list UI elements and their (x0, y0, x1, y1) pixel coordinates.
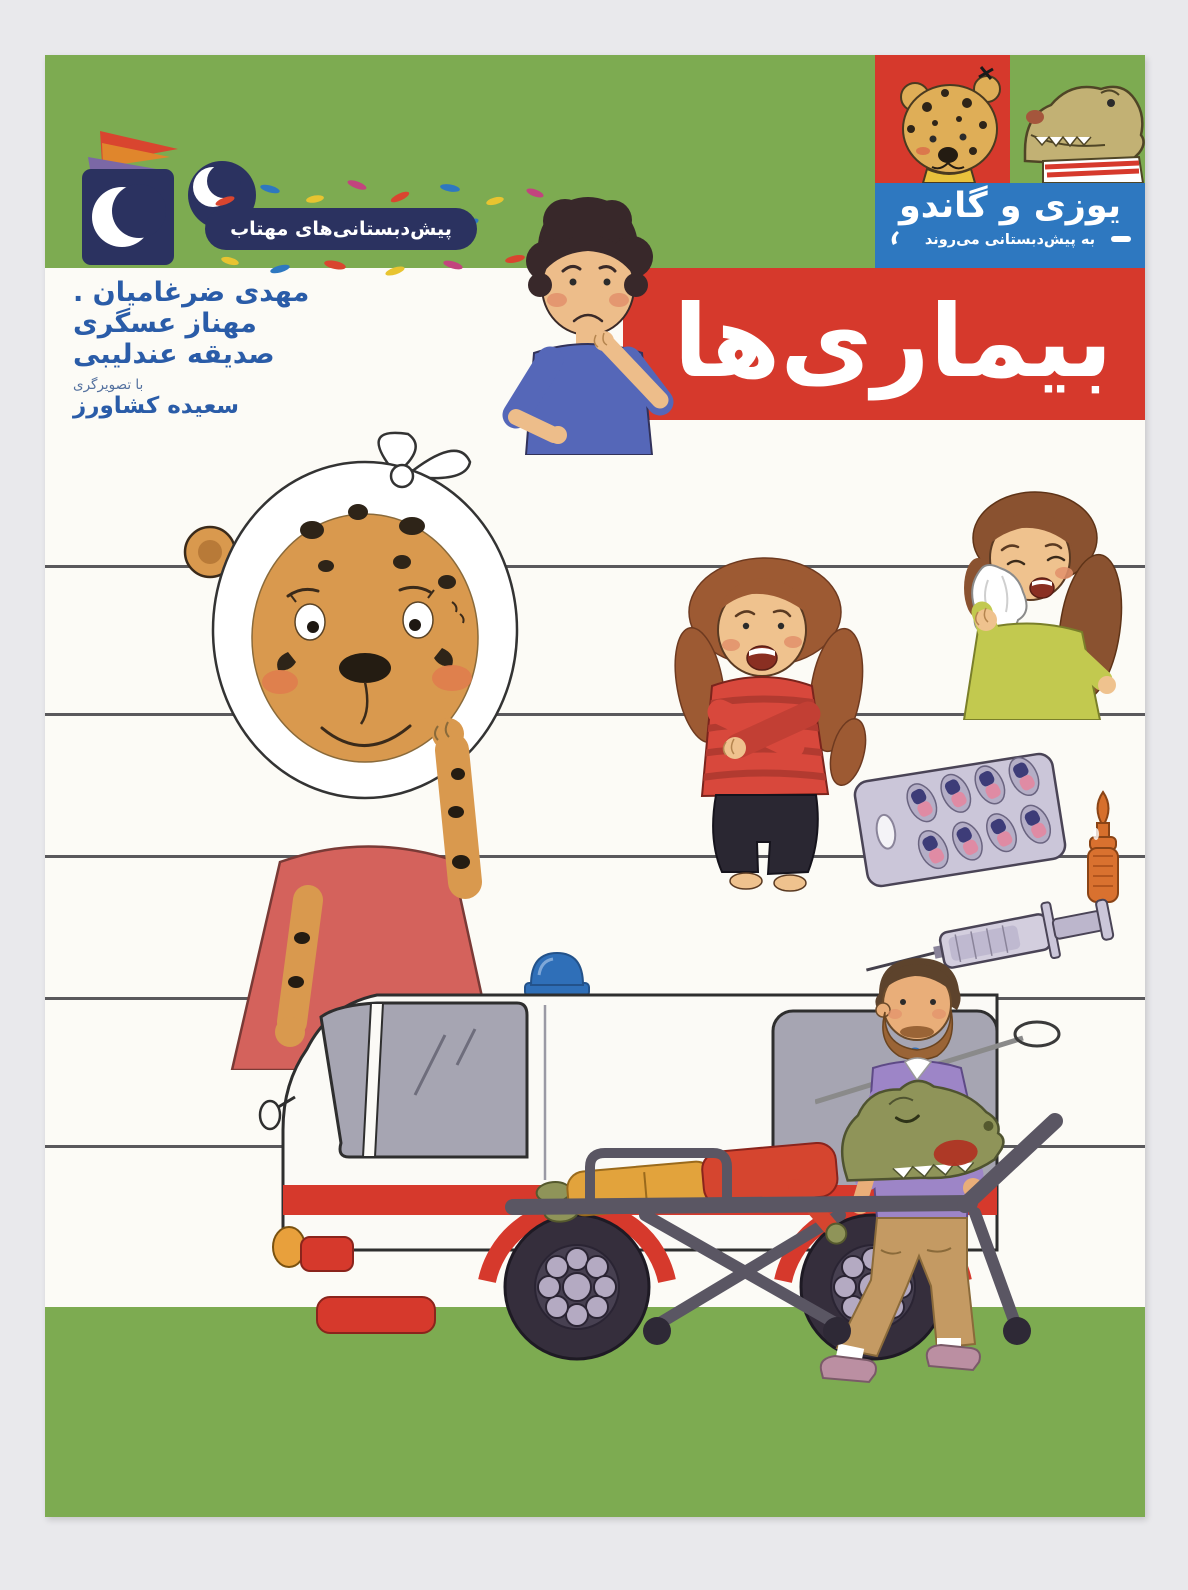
series-title-strip (875, 183, 1145, 268)
medicine-ampoule (1088, 792, 1118, 902)
side-mirror (260, 1101, 280, 1129)
author-name: مهدی ضرغامیان . (73, 277, 310, 308)
cover-page (45, 55, 1145, 1517)
subtitle-tick-right-icon (1111, 235, 1133, 243)
credits-block (73, 277, 373, 419)
publisher-badge-label: پیش‌دبستانی‌های مهتاب (230, 218, 452, 240)
series-title: یوزی و گاندو (898, 186, 1122, 226)
hanging-hand (825, 1223, 847, 1245)
book-title: بیماری‌ها (673, 283, 1113, 400)
stretcher-bed (513, 1203, 970, 1207)
author-name: مهناز عسگری (73, 308, 257, 339)
siren-light (531, 953, 583, 985)
striped-shirt-collar (1043, 157, 1143, 183)
stretcher-handle-loop (1015, 1022, 1059, 1046)
front-bumper (317, 1297, 435, 1333)
title-banner (623, 268, 1145, 420)
leopard-cub-head (901, 67, 1000, 183)
shoe (821, 1356, 876, 1382)
black-pants (713, 795, 818, 874)
illustrator-name: سعیده کشاورز (73, 393, 240, 419)
author-name: صدیقه عندلیبی (73, 339, 275, 370)
girl-sneezing-with-tissue (930, 480, 1145, 720)
boy-holding-sore-throat (470, 195, 690, 455)
stretcher-wheel (823, 1317, 851, 1345)
stretcher-wheel (643, 1317, 671, 1345)
series-characters-illustration (875, 55, 1145, 183)
pill-blister-pack (852, 749, 1067, 888)
crocodile-head (1025, 87, 1144, 183)
crocodile-on-stretcher (495, 1055, 1135, 1355)
publisher-badge (205, 208, 477, 250)
stretcher-wheel (1003, 1317, 1031, 1345)
series-subtitle: به پیش‌دبستانی می‌روند (924, 232, 1096, 248)
crocodile-patient (530, 1074, 1011, 1269)
subtitle-tick-left-icon (889, 231, 899, 245)
illustrator-label: با تصویرگری (73, 377, 144, 393)
